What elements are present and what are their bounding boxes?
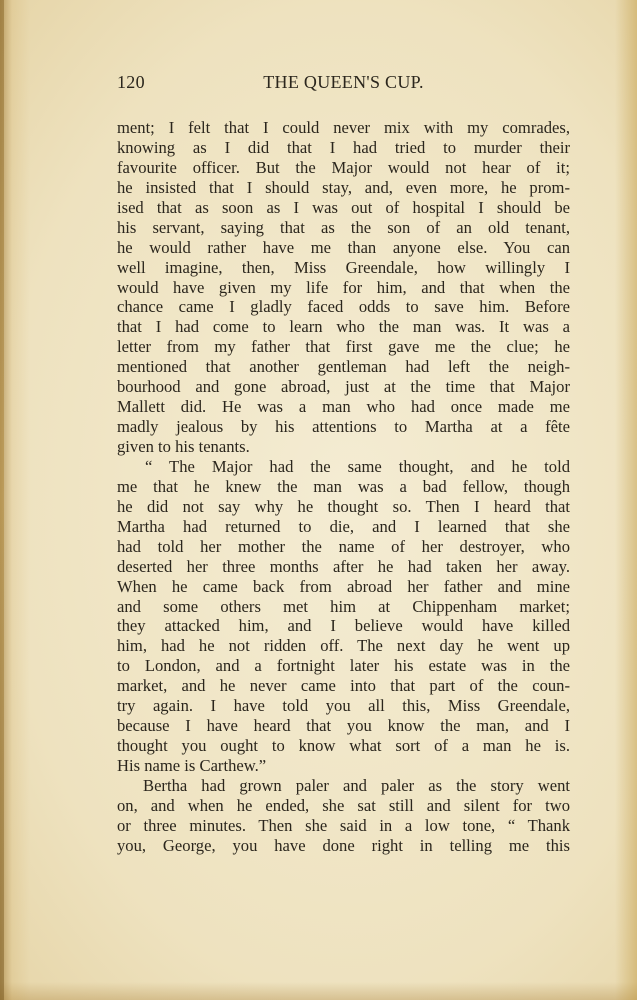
text-line: ment; I felt that I could never mix with my comrades, bbox=[117, 118, 570, 137]
text-line: thought you ought to know what sort of a man he is. bbox=[117, 736, 570, 756]
body-text bbox=[117, 118, 570, 856]
running-head bbox=[117, 72, 570, 100]
text-line: knowing as I did that I had tried to murder their bbox=[117, 137, 570, 157]
paragraph-start-line: Bertha had grown paler and paler as the story went bbox=[143, 775, 570, 795]
text-line: bourhood and gone abroad, just at the time that Major bbox=[117, 377, 570, 397]
text-line: he would rather have me than anyone else. You can bbox=[117, 237, 570, 257]
text-line: and some others met him at Chippenham market; bbox=[117, 596, 570, 616]
text-line: chance came I gladly faced odds to save him. Before bbox=[117, 297, 570, 317]
text-line: deserted her three months after he had taken her away. bbox=[117, 556, 570, 576]
text-line: me that he knew the man was a bad fellow, though bbox=[117, 476, 570, 496]
text-line: that I had come to learn who the man was. It was a bbox=[117, 317, 570, 337]
text-line: they attacked him, and I believe would have killed bbox=[117, 616, 570, 636]
text-line: him, had he not ridden off. The next day he went up bbox=[117, 636, 570, 656]
text-line: or three minutes. Then she said in a low tone, “ Thank bbox=[117, 815, 570, 835]
text-line: mentioned that another gentleman had left the neigh- bbox=[117, 357, 570, 377]
text-line: given to his tenants. bbox=[117, 437, 250, 456]
text-line: His name is Carthew.” bbox=[117, 756, 267, 775]
running-title: THE QUEEN'S CUP. bbox=[263, 72, 424, 92]
text-line: ised that as soon as I was out of hospital I should be bbox=[117, 197, 570, 217]
text-line: he insisted that I should stay, and, even more, he prom- bbox=[117, 177, 570, 197]
text-line: market, and he never came into that part of the coun- bbox=[117, 676, 570, 696]
page-edge-shadow bbox=[0, 0, 4, 1000]
text-line: would have given my life for him, and that when the bbox=[117, 277, 570, 297]
text-line: had told her mother the name of her destroyer, who bbox=[117, 536, 570, 556]
page-number: 120 bbox=[117, 72, 145, 92]
text-line: his servant, saying that as the son of an old tenant, bbox=[117, 217, 570, 237]
text-line: When he came back from abroad her father and mine bbox=[117, 576, 570, 596]
text-line: because I have heard that you know the man, and I bbox=[117, 716, 570, 736]
text-line: letter from my father that first gave me the clue; he bbox=[117, 337, 570, 357]
text-line: he did not say why he thought so. Then I heard that bbox=[117, 496, 570, 516]
text-line: Mallett did. He was a man who had once made me bbox=[117, 397, 570, 417]
text-line: Martha had returned to die, and I learned that she bbox=[117, 516, 570, 536]
text-line: on, and when he ended, she sat still and silent for two bbox=[117, 795, 570, 815]
text-line: try again. I have told you all this, Miss Greendale, bbox=[117, 696, 570, 716]
paragraph-start-line: “ The Major had the same thought, and he told bbox=[145, 456, 570, 476]
text-line: you, George, you have done right in telling me this bbox=[117, 835, 570, 855]
text-line: favourite officer. But the Major would not hear of it; bbox=[117, 157, 570, 177]
text-line: well imagine, then, Miss Greendale, how willingly I bbox=[117, 257, 570, 277]
text-line: madly jealous by his attentions to Martha at a fête bbox=[117, 417, 570, 437]
text-line: to London, and a fortnight later his estate was in the bbox=[117, 656, 570, 676]
